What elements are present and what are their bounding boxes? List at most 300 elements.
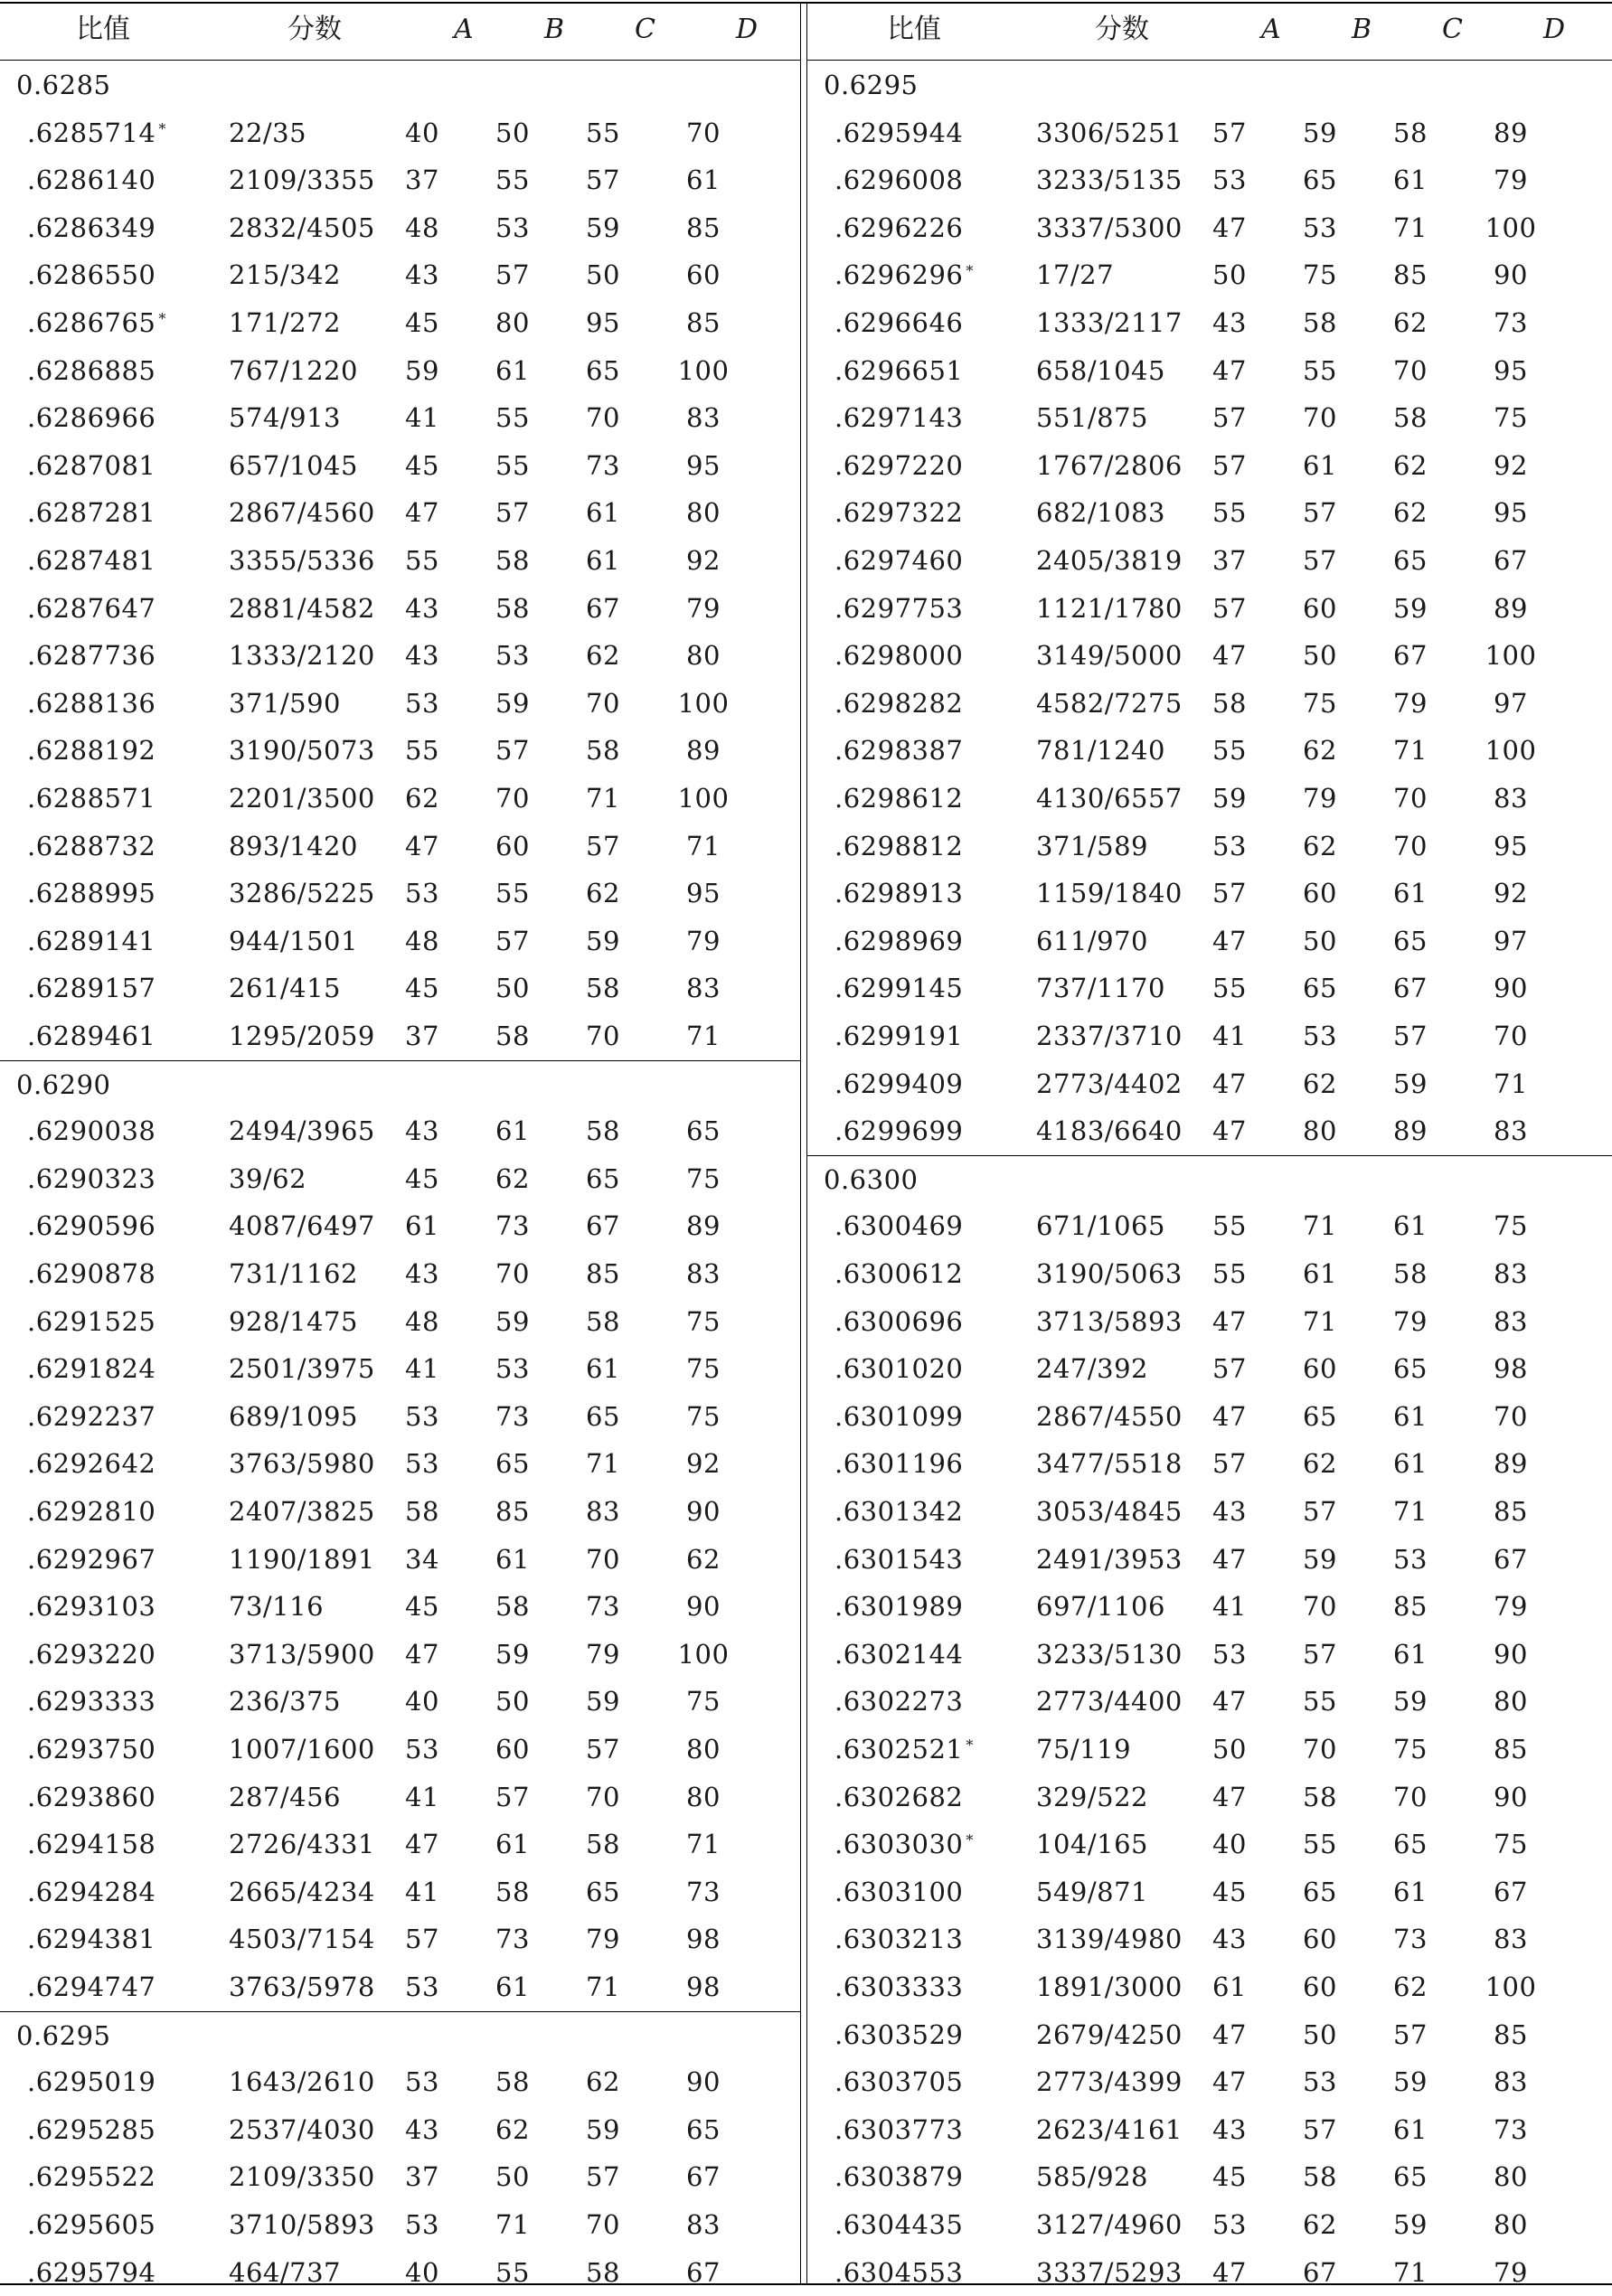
value-d-cell: 83 bbox=[686, 1258, 721, 1289]
value-a-cell: 59 bbox=[1212, 783, 1247, 814]
value-b-cell: 55 bbox=[495, 2256, 530, 2288]
value-c-cell: 65 bbox=[1393, 2161, 1428, 2193]
ratio-cell bbox=[27, 1732, 156, 1766]
ratio-value: .6295944 bbox=[834, 117, 964, 148]
value-c-cell: 79 bbox=[586, 1924, 620, 1955]
ratio-cell bbox=[834, 1494, 963, 1529]
ratio-cell bbox=[834, 1209, 963, 1243]
ratio-value: .6287281 bbox=[27, 497, 156, 529]
table-header bbox=[0, 0, 800, 61]
table-row bbox=[0, 1536, 800, 1584]
value-b-cell: 55 bbox=[495, 449, 530, 481]
fraction-cell: 2867/4560 bbox=[229, 497, 375, 529]
value-c-cell: 62 bbox=[1393, 449, 1428, 481]
value-a-cell: 43 bbox=[1212, 1924, 1247, 1955]
table-row bbox=[0, 870, 800, 917]
ratio-cell bbox=[27, 638, 156, 673]
value-a-cell: 53 bbox=[1212, 830, 1247, 861]
fraction-cell: 1007/1600 bbox=[229, 1734, 375, 1764]
table-row bbox=[0, 1726, 800, 1774]
value-b-cell: 53 bbox=[495, 640, 530, 672]
table-row bbox=[0, 2106, 800, 2154]
value-b-cell: 55 bbox=[495, 402, 530, 434]
ratio-cell bbox=[834, 733, 963, 767]
value-a-cell: 53 bbox=[1212, 165, 1247, 196]
ratio-value: .6292967 bbox=[27, 1543, 156, 1575]
ratio-cell bbox=[27, 1542, 156, 1576]
value-a-cell: 43 bbox=[405, 592, 439, 624]
value-b-cell: 59 bbox=[1303, 117, 1337, 148]
value-c-cell: 65 bbox=[586, 1162, 620, 1194]
group-header-row bbox=[0, 2011, 800, 2060]
ratio-value: .6302144 bbox=[834, 1638, 964, 1670]
ratio-value: .6298387 bbox=[834, 735, 964, 767]
ratio-value: .6298812 bbox=[834, 830, 964, 861]
value-d-cell: 100 bbox=[1485, 212, 1537, 243]
value-d-cell: 75 bbox=[686, 1686, 721, 1717]
ratio-value: .6292642 bbox=[27, 1448, 156, 1480]
value-b-cell: 65 bbox=[1303, 1400, 1337, 1432]
value-b-cell: 58 bbox=[495, 1876, 530, 1907]
value-d-cell: 71 bbox=[686, 1829, 721, 1860]
value-c-cell: 61 bbox=[1393, 165, 1428, 196]
fraction-cell: 1121/1780 bbox=[1036, 592, 1183, 624]
ratio-value: .6286885 bbox=[27, 354, 156, 386]
value-d-cell: 67 bbox=[1494, 1543, 1528, 1575]
fraction-cell: 3286/5225 bbox=[229, 878, 375, 909]
value-d-cell: 90 bbox=[686, 1591, 721, 1623]
ratio-value: .6297753 bbox=[834, 592, 964, 624]
ratio-cell bbox=[27, 2207, 156, 2242]
table-row bbox=[0, 1963, 800, 2011]
table-row bbox=[807, 823, 1612, 870]
value-d-cell: 83 bbox=[1494, 2066, 1528, 2098]
table-row bbox=[0, 1678, 800, 1726]
value-a-cell: 50 bbox=[1212, 1734, 1247, 1764]
value-d-cell: 67 bbox=[1494, 1876, 1528, 1907]
value-d-cell: 62 bbox=[686, 1543, 721, 1575]
value-a-cell: 53 bbox=[405, 1971, 439, 2002]
value-d-cell: 70 bbox=[1494, 1021, 1528, 1051]
value-d-cell: 89 bbox=[1494, 117, 1528, 148]
value-c-cell: 83 bbox=[586, 1496, 620, 1527]
table-row bbox=[807, 1345, 1612, 1393]
ratio-cell bbox=[834, 495, 963, 530]
value-c-cell: 59 bbox=[1393, 1068, 1428, 1099]
value-c-cell: 70 bbox=[586, 402, 620, 434]
value-d-cell: 92 bbox=[686, 545, 721, 576]
ratio-value: .6292810 bbox=[27, 1496, 156, 1527]
value-d-cell: 75 bbox=[1494, 1210, 1528, 1242]
value-d-cell: 61 bbox=[686, 165, 721, 196]
table-row bbox=[0, 2201, 800, 2249]
value-d-cell: 100 bbox=[677, 783, 730, 814]
value-b-cell: 57 bbox=[495, 259, 530, 291]
value-b-cell: 62 bbox=[1303, 735, 1337, 767]
value-d-cell: 100 bbox=[677, 1638, 730, 1670]
value-c-cell: 59 bbox=[1393, 592, 1428, 624]
value-a-cell: 43 bbox=[405, 259, 439, 291]
ratio-cell bbox=[834, 1351, 963, 1386]
ratio-cell bbox=[834, 829, 963, 863]
value-d-cell: 80 bbox=[686, 1781, 721, 1812]
ratio-cell bbox=[27, 876, 156, 910]
ratio-cell bbox=[834, 258, 974, 292]
ratio-value: .6288192 bbox=[27, 735, 156, 767]
ratio-cell bbox=[27, 1399, 156, 1434]
value-c-cell: 65 bbox=[586, 1876, 620, 1907]
fraction-cell: 3763/5980 bbox=[229, 1448, 375, 1480]
value-a-cell: 40 bbox=[405, 1686, 439, 1717]
value-c-cell: 71 bbox=[586, 783, 620, 814]
value-a-cell: 45 bbox=[405, 449, 439, 481]
fraction-cell: 2337/3710 bbox=[1036, 1021, 1183, 1051]
value-d-cell: 83 bbox=[686, 402, 721, 434]
fraction-cell: 3149/5000 bbox=[1036, 640, 1183, 672]
value-c-cell: 71 bbox=[1393, 1496, 1428, 1527]
table-row bbox=[807, 965, 1612, 1012]
value-d-cell: 75 bbox=[686, 1162, 721, 1194]
value-b-cell: 61 bbox=[495, 1971, 530, 2002]
value-c-cell: 59 bbox=[586, 925, 620, 956]
ratio-cell bbox=[834, 1875, 963, 1909]
table-row bbox=[807, 1774, 1612, 1821]
ratio-cell bbox=[27, 686, 156, 720]
ratio-cell bbox=[834, 1446, 963, 1481]
fraction-cell: 3713/5893 bbox=[1036, 1305, 1183, 1337]
ratio-cell bbox=[27, 1637, 156, 1671]
value-a-cell: 40 bbox=[1212, 1829, 1247, 1860]
value-a-cell: 37 bbox=[405, 1021, 439, 1051]
value-a-cell: 45 bbox=[405, 1591, 439, 1623]
value-b-cell: 53 bbox=[1303, 212, 1337, 243]
value-c-cell: 57 bbox=[586, 2161, 620, 2193]
ratio-value: .6297322 bbox=[834, 497, 964, 529]
value-b-cell: 53 bbox=[495, 1353, 530, 1385]
value-c-cell: 70 bbox=[586, 1781, 620, 1812]
value-c-cell: 62 bbox=[586, 640, 620, 672]
value-a-cell: 55 bbox=[405, 735, 439, 767]
value-a-cell: 55 bbox=[1212, 1210, 1247, 1242]
value-a-cell: 41 bbox=[1212, 1591, 1247, 1623]
value-c-cell: 70 bbox=[1393, 354, 1428, 386]
ratio-cell bbox=[834, 2113, 963, 2147]
fraction-cell: 371/590 bbox=[229, 687, 341, 719]
value-a-cell: 45 bbox=[405, 973, 439, 1004]
value-b-cell: 62 bbox=[1303, 1068, 1337, 1099]
ratio-cell bbox=[27, 2255, 156, 2290]
value-a-cell: 50 bbox=[1212, 259, 1247, 291]
ratio-value: .6298913 bbox=[834, 878, 964, 909]
ratio-value: .6303213 bbox=[834, 1924, 964, 1955]
value-d-cell: 83 bbox=[1494, 783, 1528, 814]
star-mark: * bbox=[158, 119, 166, 137]
value-b-cell: 50 bbox=[495, 1686, 530, 1717]
table-row bbox=[0, 109, 800, 157]
fraction-cell: 2773/4402 bbox=[1036, 1068, 1183, 1099]
value-a-cell: 62 bbox=[405, 783, 439, 814]
value-b-cell: 58 bbox=[1303, 1781, 1337, 1812]
value-c-cell: 58 bbox=[586, 1115, 620, 1147]
ratio-cell bbox=[27, 1780, 156, 1814]
table-row bbox=[0, 1107, 800, 1155]
fraction-cell: 2407/3825 bbox=[229, 1496, 375, 1527]
table-row bbox=[807, 585, 1612, 633]
table-row bbox=[807, 537, 1612, 585]
ratio-value: .6291824 bbox=[27, 1353, 156, 1385]
fraction-cell: 329/522 bbox=[1036, 1781, 1148, 1812]
ratio-cell bbox=[834, 924, 963, 958]
value-d-cell: 85 bbox=[686, 212, 721, 243]
fraction-cell: 247/392 bbox=[1036, 1353, 1148, 1385]
ratio-value: .6288136 bbox=[27, 687, 156, 719]
ratio-value: .6301989 bbox=[834, 1591, 964, 1623]
fraction-cell: 2494/3965 bbox=[229, 1115, 375, 1147]
value-c-cell: 61 bbox=[1393, 1638, 1428, 1670]
fraction-cell: 3337/5300 bbox=[1036, 212, 1183, 243]
value-d-cell: 83 bbox=[1494, 1115, 1528, 1147]
ratio-cell bbox=[834, 543, 963, 578]
value-d-cell: 73 bbox=[1494, 2113, 1528, 2145]
table-row bbox=[0, 965, 800, 1012]
table-row bbox=[807, 2058, 1612, 2106]
ratio-cell bbox=[27, 829, 156, 863]
fraction-cell: 689/1095 bbox=[229, 1400, 358, 1432]
table-row bbox=[0, 680, 800, 728]
value-b-cell: 60 bbox=[1303, 1971, 1337, 2002]
ratio-value: .6303529 bbox=[834, 2018, 964, 2050]
fraction-cell: 1643/2610 bbox=[229, 2066, 375, 2098]
fraction-cell: 611/970 bbox=[1036, 925, 1148, 956]
value-b-cell: 55 bbox=[495, 165, 530, 196]
value-d-cell: 89 bbox=[1494, 1448, 1528, 1480]
fraction-cell: 1333/2120 bbox=[229, 640, 375, 672]
table-row bbox=[807, 1107, 1612, 1155]
value-a-cell: 53 bbox=[405, 687, 439, 719]
ratio-value: .6304553 bbox=[834, 2256, 964, 2288]
value-b-cell: 57 bbox=[495, 735, 530, 767]
ratio-value: .6294747 bbox=[27, 1971, 156, 2002]
table-row bbox=[807, 917, 1612, 965]
ratio-cell bbox=[834, 1067, 963, 1101]
fraction-cell: 928/1475 bbox=[229, 1305, 358, 1337]
value-d-cell: 80 bbox=[686, 640, 721, 672]
value-d-cell: 75 bbox=[686, 1353, 721, 1385]
table-row bbox=[807, 109, 1612, 157]
fraction-cell: 549/871 bbox=[1036, 1876, 1148, 1907]
value-c-cell: 70 bbox=[586, 2209, 620, 2240]
table-row bbox=[807, 1868, 1612, 1916]
table-row bbox=[807, 251, 1612, 299]
value-c-cell: 61 bbox=[1393, 1400, 1428, 1432]
value-d-cell: 92 bbox=[1494, 449, 1528, 481]
ratio-cell bbox=[834, 306, 963, 340]
value-a-cell: 41 bbox=[1212, 1021, 1247, 1051]
value-b-cell: 50 bbox=[495, 117, 530, 148]
ratio-value: .6298969 bbox=[834, 925, 964, 956]
ratio-value: .6289461 bbox=[27, 1021, 156, 1051]
value-b-cell: 61 bbox=[1303, 1258, 1337, 1289]
value-c-cell: 61 bbox=[586, 545, 620, 576]
ratio-value: .6288732 bbox=[27, 830, 156, 861]
fraction-cell: 4183/6640 bbox=[1036, 1115, 1183, 1147]
fraction-cell: 767/1220 bbox=[229, 354, 358, 386]
ratio-value: .6303333 bbox=[834, 1971, 964, 2002]
value-d-cell: 83 bbox=[686, 2209, 721, 2240]
value-b-cell: 57 bbox=[1303, 2113, 1337, 2145]
value-b-cell: 57 bbox=[1303, 1638, 1337, 1670]
table-row bbox=[0, 1583, 800, 1631]
fraction-cell: 3127/4960 bbox=[1036, 2209, 1183, 2240]
table-row bbox=[0, 775, 800, 823]
ratio-cell bbox=[834, 400, 963, 435]
ratio-value: .6302682 bbox=[834, 1781, 964, 1812]
value-d-cell: 97 bbox=[1494, 687, 1528, 719]
ratio-cell bbox=[834, 2207, 963, 2242]
ratio-value: .6293333 bbox=[27, 1686, 156, 1717]
value-a-cell: 47 bbox=[405, 830, 439, 861]
ratio-cell bbox=[27, 591, 156, 626]
ratio-cell bbox=[834, 1019, 963, 1053]
table-row bbox=[807, 1915, 1612, 1963]
ratio-value: .6298000 bbox=[834, 640, 964, 672]
star-mark: * bbox=[966, 1736, 974, 1754]
ratio-cell bbox=[834, 1256, 963, 1291]
table-row bbox=[0, 727, 800, 775]
value-b-cell: 70 bbox=[495, 783, 530, 814]
table-row bbox=[807, 1440, 1612, 1488]
value-a-cell: 47 bbox=[1212, 1400, 1247, 1432]
fraction-cell: 171/272 bbox=[229, 307, 341, 338]
value-b-cell: 75 bbox=[1303, 259, 1337, 291]
fraction-cell: 893/1420 bbox=[229, 830, 358, 861]
table-row bbox=[0, 1631, 800, 1679]
fraction-cell: 3306/5251 bbox=[1036, 117, 1183, 148]
value-d-cell: 70 bbox=[686, 117, 721, 148]
table-row bbox=[807, 1250, 1612, 1298]
ratio-cell bbox=[834, 1780, 963, 1814]
value-a-cell: 53 bbox=[1212, 1638, 1247, 1670]
ratio-value: .6290038 bbox=[27, 1115, 156, 1147]
value-c-cell: 70 bbox=[1393, 783, 1428, 814]
value-c-cell: 62 bbox=[1393, 1971, 1428, 2002]
value-d-cell: 92 bbox=[686, 1448, 721, 1480]
value-a-cell: 47 bbox=[1212, 640, 1247, 672]
star-mark: * bbox=[966, 262, 974, 280]
fraction-cell: 287/456 bbox=[229, 1781, 341, 1812]
value-a-cell: 47 bbox=[1212, 1115, 1247, 1147]
ratio-cell bbox=[27, 781, 156, 815]
value-c-cell: 61 bbox=[586, 1353, 620, 1385]
value-d-cell: 75 bbox=[686, 1400, 721, 1432]
ratio-cell bbox=[27, 1827, 156, 1861]
value-d-cell: 80 bbox=[1494, 2209, 1528, 2240]
value-a-cell: 34 bbox=[405, 1543, 439, 1575]
ratio-cell bbox=[27, 2065, 156, 2099]
ratio-cell bbox=[27, 1351, 156, 1386]
value-d-cell: 90 bbox=[686, 2066, 721, 2098]
fraction-cell: 4130/6557 bbox=[1036, 783, 1183, 814]
table-row bbox=[0, 917, 800, 965]
fraction-cell: 261/415 bbox=[229, 973, 341, 1004]
ratio-cell bbox=[834, 1732, 974, 1766]
value-c-cell: 57 bbox=[586, 1734, 620, 1764]
value-d-cell: 79 bbox=[1494, 165, 1528, 196]
ratio-value: .6300612 bbox=[834, 1258, 964, 1289]
value-b-cell: 57 bbox=[1303, 1496, 1337, 1527]
value-b-cell: 71 bbox=[1303, 1210, 1337, 1242]
value-c-cell: 75 bbox=[1393, 1734, 1428, 1764]
value-a-cell: 43 bbox=[1212, 307, 1247, 338]
fraction-cell: 2623/4161 bbox=[1036, 2113, 1183, 2145]
value-c-cell: 85 bbox=[1393, 259, 1428, 291]
value-d-cell: 71 bbox=[686, 830, 721, 861]
value-a-cell: 57 bbox=[1212, 117, 1247, 148]
value-c-cell: 67 bbox=[1393, 973, 1428, 1004]
value-b-cell: 55 bbox=[1303, 1686, 1337, 1717]
table-row bbox=[0, 2153, 800, 2201]
ratio-value: .6290596 bbox=[27, 1210, 156, 1242]
fraction-cell: 2201/3500 bbox=[229, 783, 375, 814]
value-b-cell: 70 bbox=[1303, 1734, 1337, 1764]
value-d-cell: 100 bbox=[1485, 640, 1537, 672]
fraction-cell: 574/913 bbox=[229, 402, 341, 434]
fraction-cell: 658/1045 bbox=[1036, 354, 1165, 386]
table-row bbox=[807, 1726, 1612, 1774]
value-a-cell: 47 bbox=[1212, 1781, 1247, 1812]
ratio-value: .6292237 bbox=[27, 1400, 156, 1432]
value-a-cell: 47 bbox=[1212, 925, 1247, 956]
group-header-row bbox=[807, 61, 1612, 109]
fraction-cell: 2881/4582 bbox=[229, 592, 375, 624]
value-c-cell: 71 bbox=[586, 1448, 620, 1480]
value-b-cell: 62 bbox=[1303, 1448, 1337, 1480]
ratio-value: .6296226 bbox=[834, 212, 964, 243]
table-row bbox=[807, 1631, 1612, 1679]
table-row bbox=[807, 2201, 1612, 2249]
value-b-cell: 60 bbox=[1303, 878, 1337, 909]
table-row bbox=[0, 1012, 800, 1060]
value-b-cell: 62 bbox=[1303, 2209, 1337, 2240]
table-row bbox=[0, 251, 800, 299]
value-d-cell: 70 bbox=[1494, 1400, 1528, 1432]
ratio-value: .6295285 bbox=[27, 2113, 156, 2145]
fraction-cell: 671/1065 bbox=[1036, 1210, 1165, 1242]
value-b-cell: 73 bbox=[495, 1210, 530, 1242]
ratio-value: .6287081 bbox=[27, 449, 156, 481]
ratio-cell bbox=[27, 495, 156, 530]
value-d-cell: 98 bbox=[1494, 1353, 1528, 1385]
value-c-cell: 53 bbox=[1393, 1543, 1428, 1575]
ratio-value: .6293103 bbox=[27, 1591, 156, 1623]
value-d-cell: 83 bbox=[686, 973, 721, 1004]
value-b-cell: 61 bbox=[495, 1115, 530, 1147]
value-a-cell: 58 bbox=[405, 1496, 439, 1527]
fraction-cell: 1295/2059 bbox=[229, 1021, 375, 1051]
value-b-cell: 61 bbox=[495, 354, 530, 386]
value-b-cell: 58 bbox=[1303, 2161, 1337, 2193]
value-c-cell: 62 bbox=[1393, 307, 1428, 338]
value-a-cell: 47 bbox=[1212, 2018, 1247, 2050]
value-a-cell: 53 bbox=[405, 1400, 439, 1432]
value-d-cell: 97 bbox=[1494, 925, 1528, 956]
value-c-cell: 59 bbox=[1393, 2209, 1428, 2240]
value-d-cell: 85 bbox=[1494, 1734, 1528, 1764]
ratio-value: .6301342 bbox=[834, 1496, 964, 1527]
column-divider-left bbox=[800, 2, 801, 2285]
value-c-cell: 50 bbox=[586, 259, 620, 291]
table-row bbox=[807, 2249, 1612, 2296]
